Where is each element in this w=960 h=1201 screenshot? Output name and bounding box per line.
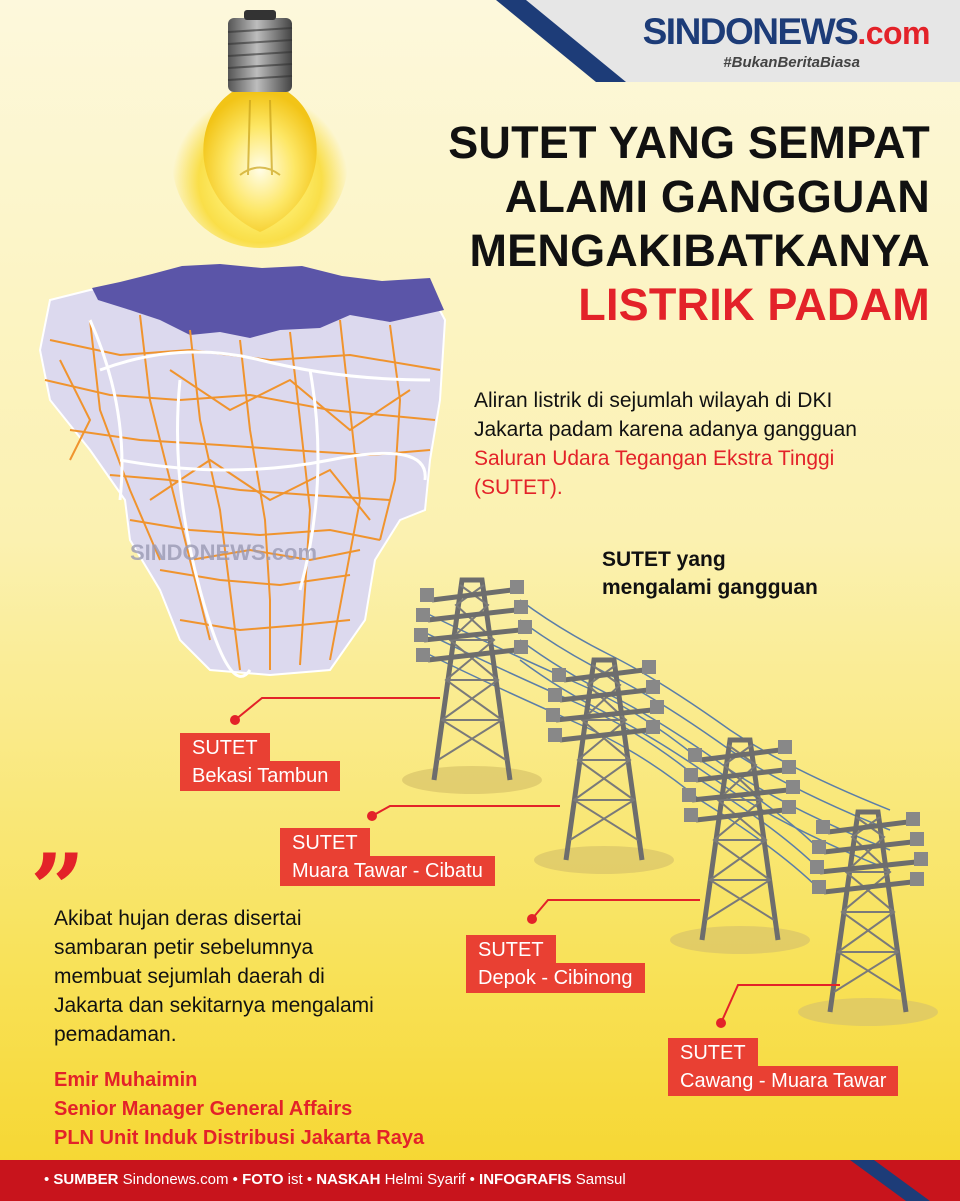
sutet-label-name: Bekasi Tambun — [180, 761, 340, 791]
footer-credits: • SUMBER Sindonews.com • FOTO ist • NASKAH Helmi Syarif • INFOGRAFIS Samsul — [44, 1171, 626, 1188]
sutet-heading-line-1: SUTET yang — [602, 548, 726, 571]
sutet-label-prefix: SUTET — [180, 733, 270, 761]
sutet-label-prefix: SUTET — [668, 1038, 758, 1066]
title-line-2: ALAMI GANGGUAN — [504, 171, 930, 222]
intro-text: Aliran listrik di sejumlah wilayah di DKI Jakarta padam karena adanya gangguan — [474, 389, 857, 441]
map-watermark: SINDONEWS.com — [130, 540, 318, 565]
sutet-label-name: Cawang - Muara Tawar — [668, 1066, 898, 1096]
quote-icon: ” — [30, 833, 86, 946]
logo-com: .com — [857, 15, 930, 51]
logo-main: SINDONEWS — [642, 11, 858, 52]
intro-paragraph — [474, 386, 894, 502]
transmission-tower-icon — [798, 812, 938, 1026]
sutet-label-name: Depok - Cibinong — [466, 963, 645, 993]
speaker-name: Emir Muhaimin — [54, 1069, 198, 1091]
page-title — [448, 116, 930, 332]
title-line-3: MENGAKIBATKANYA — [469, 225, 930, 276]
sutet-label-prefix: SUTET — [466, 935, 556, 963]
title-line-1: SUTET YANG SEMPAT — [448, 117, 930, 168]
transmission-tower-icon — [670, 740, 810, 954]
sutet-heading-line-2: mengalami gangguan — [602, 576, 818, 599]
quote-text: Akibat hujan deras disertai sambaran petir sebelumnya membuat sejumlah daerah di Jakarta dan sekitarnya mengalami pemadaman. — [54, 907, 374, 1046]
light-bulb-icon — [170, 0, 350, 250]
brand-logo[interactable] — [643, 12, 930, 53]
speaker-org: PLN Unit Induk Distribusi Jakarta Raya — [54, 1127, 425, 1149]
quote-speaker — [54, 1066, 424, 1153]
intro-highlight: Saluran Udara Tegangan Ekstra Tinggi (SUTET). — [474, 447, 835, 499]
title-line-4: LISTRIK PADAM — [578, 279, 930, 330]
sutet-label-name: Muara Tawar - Cibatu — [280, 856, 495, 886]
sutet-label-prefix: SUTET — [280, 828, 370, 856]
transmission-tower-icon — [402, 580, 542, 794]
speaker-title: Senior Manager General Affairs — [54, 1098, 353, 1120]
tagline: #BukanBeritaBiasa — [723, 54, 860, 71]
